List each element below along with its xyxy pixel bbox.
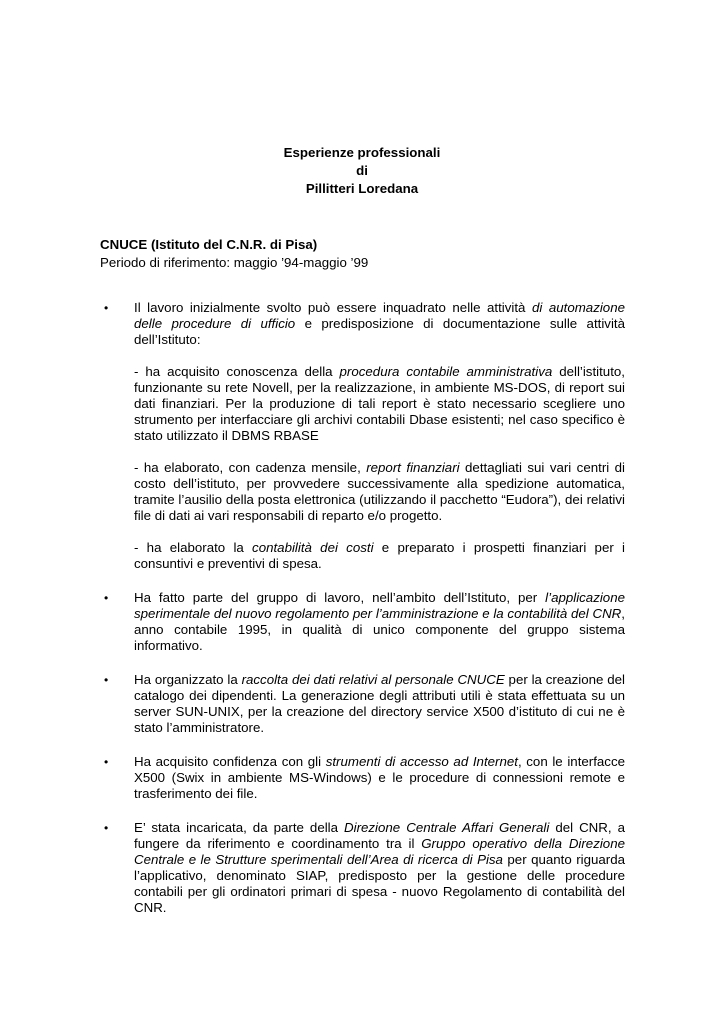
paragraph: Ha fatto parte del gruppo di lavoro, nell’ambito dell’Istituto, per l’applicazione sperimentale del nuovo regolamento per l’amministrazione e la contabilità del CNR, anno contabile 1995, in qualità di unico componente del gruppo sistema informativo. [134,590,625,653]
list-item [100,300,625,572]
paragraph: - ha elaborato, con cadenza mensile, report finanziari dettagliati sui vari centri di costo dell’istituto, per provvedere successivamente alla spedizione automatica, tramite l’ausilio della posta elettronica (utilizzando il pacchetto “Eudora”), dei relativi file di dati ai vari responsabili di reparto e/o progetto. [134,460,625,523]
title-line-1: Esperienze professionali [283,145,441,160]
organization-block [100,236,630,272]
title-line-2: di [356,163,368,178]
paragraph: - ha acquisito conoscenza della procedura contabile amministrativa dell’istituto, funzionante su rete Novell, per la realizzazione, in ambiente MS-DOS, di report sui dati finanziari. Per la produzione di tali report è stato necessario scegliere uno strumento per interfacciare gli archivi contabili Dbase esistenti; nel caso specifico è stato utilizzato il DBMS RBASE [134,364,625,443]
title-line-3: Pillitteri Loredana [305,181,419,196]
reference-period: Periodo di riferimento: maggio ’94-maggio ’99 [100,255,369,270]
bullet-icon: • [104,673,109,687]
paragraph: Il lavoro inizialmente svolto può essere inquadrato nelle attività di automazione delle procedure di ufficio e predisposizione di documentazione sulle attività dell’Istituto: [134,300,625,347]
bullet-icon: • [104,821,109,835]
paragraph: Ha organizzato la raccolta dei dati relativi al personale CNUCE per la creazione del catalogo dei dipendenti. La generazione degli attributi utili è stata effettuata su un server SUN-UNIX, per la creazione del directory service X500 d’istituto di cui ne è stato l’amministratore. [134,672,625,735]
list-item [100,590,625,654]
document-title [0,144,724,198]
list-item [100,820,625,916]
experience-list [100,300,625,934]
list-item [100,754,625,802]
bullet-icon: • [104,301,109,315]
bullet-icon: • [104,591,109,605]
paragraph: Ha acquisito confidenza con gli strumenti di accesso ad Internet, con le interfacce X500 (Swix in ambiente MS-Windows) e le procedure di connessioni remote e trasferimento dei file. [134,754,625,801]
paragraph: E’ stata incaricata, da parte della Direzione Centrale Affari Generali del CNR, a fungere da riferimento e coordinamento tra il Gruppo operativo della Direzione Centrale e le Strutture sperimentali dell’Area di ricerca di Pisa per quanto riguarda l’applicativo, denominato SIAP, predisposto per la gestione delle procedure contabili per gli ordinatori primari di spesa - nuovo Regolamento di contabilità del CNR. [134,820,625,915]
bullet-icon: • [104,755,109,769]
list-item [100,672,625,736]
organization-name: CNUCE (Istituto del C.N.R. di Pisa) [100,237,318,252]
paragraph: - ha elaborato la contabilità dei costi e preparato i prospetti finanziari per i consuntivi e preventivi di spesa. [134,540,625,571]
